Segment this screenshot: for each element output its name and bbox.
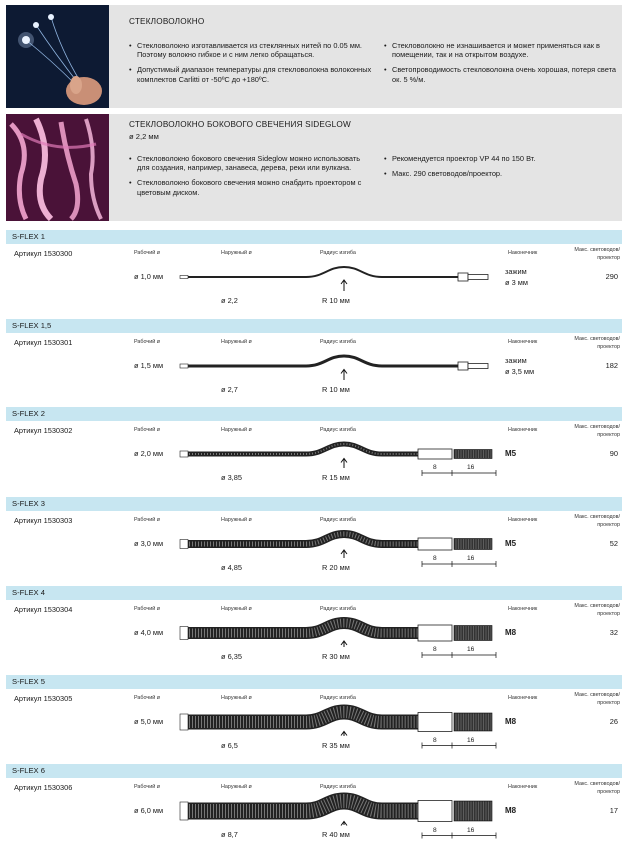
- inner-diameter-value: ø 3,0 мм: [134, 539, 164, 548]
- radius-arrow: [341, 370, 347, 381]
- product-row: [6, 244, 622, 319]
- bend-radius-header: Радиус изгиба: [320, 517, 356, 523]
- dimension-label-ferrule: 8: [433, 646, 437, 653]
- clamp-body: [458, 362, 468, 370]
- bullet-text: • Рекомендуется проектор VP 44 по 150 Вт.: [384, 154, 620, 163]
- article-number: Артикул 1530305: [14, 694, 73, 703]
- tip-diameter-value: ø 3,5 мм: [505, 367, 535, 376]
- bend-radius-header: Радиус изгиба: [320, 250, 356, 256]
- max-fibers-header: Макс. световодов/ проектор: [574, 247, 620, 261]
- product-row: [6, 778, 622, 853]
- dimension-label-thread: 16: [467, 736, 475, 744]
- clamp-sleeve: [468, 275, 488, 280]
- outer-diameter-value: ø 8,7: [221, 830, 238, 839]
- tip-value: M8: [505, 717, 517, 726]
- max-fibers-header: Макс. световодов/ проектор: [574, 781, 620, 795]
- ferrule: [418, 801, 452, 822]
- dimension-label-thread: 16: [467, 646, 475, 653]
- sideglow-photo: [6, 114, 109, 221]
- product-row: [6, 600, 622, 675]
- radius-arrow: [341, 732, 347, 737]
- bullet-text: • Стекловолокно бокового свечения Sideglow можно использовать для создания, например, занавеса, дерева, реки или вулкана.: [129, 154, 374, 172]
- product-row: [6, 689, 622, 764]
- product-title-bar: S-FLEX 1: [6, 230, 622, 244]
- max-fibers-value: 90: [609, 449, 618, 458]
- outer-diameter-value: ø 3,85: [221, 473, 242, 482]
- inner-diameter-header: Рабочий ø: [134, 784, 161, 790]
- bend-radius-header: Радиус изгиба: [320, 339, 356, 345]
- intro-col-right: [384, 154, 620, 184]
- bullet-text: • Стекловолокно не изнашивается и может применяться как в помещении, так и на открытом воздухе.: [384, 41, 620, 59]
- inner-diameter-value: ø 6,0 мм: [134, 806, 164, 815]
- dimension-label-thread: 16: [467, 464, 475, 471]
- product-title-bar: S-FLEX 6: [6, 764, 622, 778]
- dimension-label-thread: 16: [467, 826, 475, 834]
- bend-radius-value: R 20 мм: [322, 563, 350, 572]
- tip-value: M5: [505, 449, 517, 458]
- dimension-label-thread: 16: [467, 555, 475, 562]
- inner-diameter-header: Рабочий ø: [134, 427, 161, 433]
- bend-radius-header: Радиус изгиба: [320, 695, 356, 701]
- tip-diameter-value: ø 3 мм: [505, 278, 528, 287]
- inner-diameter-value: ø 2,0 мм: [134, 449, 164, 458]
- inner-diameter-value: ø 1,0 мм: [134, 272, 164, 281]
- outer-diameter-value: ø 4,85: [221, 563, 242, 572]
- fiber-optic-photo: [6, 5, 109, 108]
- radius-arrow: [341, 641, 347, 647]
- bullet-text: • Стекловолокно бокового свечения можно снабдить проектором с цветовым диском.: [129, 178, 374, 196]
- article-number: Артикул 1530304: [14, 605, 73, 614]
- radius-arrow: [341, 459, 347, 469]
- bullet-text: • Допустимый диапазон температуры для стекловолокна волоконных комплектов Carlitti от -50ºC до +180ºC.: [129, 65, 374, 83]
- tip-header: Наконечник: [508, 250, 538, 256]
- intro-col-right: [384, 41, 620, 90]
- tip-header: Наконечник: [508, 517, 538, 523]
- bullet-text: • Макс. 290 световодов/проектор.: [384, 169, 620, 178]
- section-title: СТЕКЛОВОЛОКНО БОКОВОГО СВЕЧЕНИЯ SIDEGLOW: [129, 120, 351, 129]
- inner-diameter-value: ø 4,0 мм: [134, 628, 164, 637]
- outer-diameter-value: ø 6,35: [221, 652, 242, 661]
- outer-diameter-header: Наружный ø: [221, 517, 252, 523]
- tip-header: Наконечник: [508, 339, 538, 345]
- bend-radius-value: R 35 мм: [322, 741, 350, 750]
- max-fibers-header: Макс. световодов/ проектор: [574, 424, 620, 438]
- cable-line: [180, 623, 418, 633]
- outer-diameter-header: Наружный ø: [221, 606, 252, 612]
- section-subtitle: ø 2,2 мм: [129, 132, 159, 141]
- tip-value: M5: [505, 539, 517, 548]
- tip-value: зажим: [505, 267, 527, 276]
- bend-radius-value: R 40 мм: [322, 830, 350, 839]
- tip-value: зажим: [505, 356, 527, 365]
- inner-diameter-header: Рабочий ø: [134, 606, 161, 612]
- product-title-bar: S-FLEX 2: [6, 407, 622, 421]
- inner-diameter-header: Рабочий ø: [134, 517, 161, 523]
- threaded-tip: [454, 801, 492, 821]
- tip-value: M8: [505, 628, 517, 637]
- threaded-tip: [454, 450, 492, 459]
- inner-diameter-header: Рабочий ø: [134, 250, 161, 256]
- fiber-end: [180, 540, 188, 549]
- product-title-bar: S-FLEX 1,5: [6, 319, 622, 333]
- ferrule: [418, 538, 452, 550]
- radius-arrow: [341, 822, 347, 826]
- article-number: Артикул 1530300: [14, 249, 73, 258]
- bend-radius-value: R 15 мм: [322, 473, 350, 482]
- outer-diameter-value: ø 2,2: [221, 296, 238, 305]
- product-row: [6, 511, 622, 586]
- max-fibers-header: Макс. световодов/ проектор: [574, 692, 620, 706]
- product-title-bar: S-FLEX 4: [6, 586, 622, 600]
- outer-diameter-header: Наружный ø: [221, 250, 252, 256]
- tip-header: Наконечник: [508, 606, 538, 612]
- bend-radius-header: Радиус изгиба: [320, 427, 356, 433]
- intro-sideglow: [6, 114, 622, 221]
- bullet-text: • Светопроводимость стекловолокна очень хорошая, потеря света ок. 5 %/м.: [384, 65, 620, 83]
- max-fibers-value: 17: [609, 806, 618, 815]
- outer-diameter-value: ø 6,5: [221, 741, 238, 750]
- product-row: [6, 421, 622, 496]
- max-fibers-value: 52: [609, 539, 618, 548]
- threaded-tip: [454, 713, 492, 731]
- bend-radius-header: Радиус изгиба: [320, 606, 356, 612]
- article-number: Артикул 1530301: [14, 338, 73, 347]
- radius-arrow: [341, 280, 347, 291]
- cable-line: [180, 267, 458, 277]
- tip-header: Наконечник: [508, 695, 538, 701]
- inner-diameter-header: Рабочий ø: [134, 695, 161, 701]
- fiber-end: [180, 276, 188, 279]
- product-title-bar: S-FLEX 3: [6, 497, 622, 511]
- ferrule: [418, 625, 452, 641]
- cable-line: [180, 712, 418, 722]
- max-fibers-value: 290: [605, 272, 618, 281]
- dimension-label-ferrule: 8: [433, 736, 437, 744]
- product-row: [6, 333, 622, 408]
- max-fibers-value: 182: [605, 361, 618, 370]
- intro-col-left: [129, 154, 374, 203]
- ferrule: [418, 449, 452, 459]
- max-fibers-header: Макс. световодов/ проектор: [574, 514, 620, 528]
- max-fibers-header: Макс. световодов/ проектор: [574, 336, 620, 350]
- outer-diameter-header: Наружный ø: [221, 427, 252, 433]
- cable-line: [180, 444, 418, 454]
- bend-radius-value: R 10 мм: [322, 296, 350, 305]
- product-title-bar: S-FLEX 5: [6, 675, 622, 689]
- dimension-label-ferrule: 8: [433, 826, 437, 834]
- section-title: СТЕКЛОВОЛОКНО: [129, 17, 205, 26]
- fiber-end: [180, 451, 188, 457]
- article-number: Артикул 1530303: [14, 516, 73, 525]
- inner-diameter-value: ø 5,0 мм: [134, 717, 164, 726]
- ferrule: [418, 713, 452, 732]
- threaded-tip: [454, 626, 492, 641]
- tip-value: M8: [505, 806, 517, 815]
- max-fibers-header: Макс. световодов/ проектор: [574, 603, 620, 617]
- article-number: Артикул 1530306: [14, 783, 73, 792]
- max-fibers-value: 32: [609, 628, 618, 637]
- bend-radius-header: Радиус изгиба: [320, 784, 356, 790]
- dimension-label-ferrule: 8: [433, 464, 437, 471]
- inner-diameter-header: Рабочий ø: [134, 339, 161, 345]
- cable-line: [180, 534, 418, 544]
- fiber-end: [180, 802, 188, 820]
- cable-line: [180, 801, 418, 811]
- intro-fiber: [6, 5, 622, 108]
- fiber-end: [180, 364, 188, 368]
- fiber-end: [180, 714, 188, 730]
- outer-diameter-value: ø 2,7: [221, 385, 238, 394]
- bend-radius-value: R 10 мм: [322, 385, 350, 394]
- dimension-label-ferrule: 8: [433, 555, 437, 562]
- fiber-end: [180, 627, 188, 640]
- article-number: Артикул 1530302: [14, 426, 73, 435]
- bend-radius-value: R 30 мм: [322, 652, 350, 661]
- bullet-text: • Стекловолокно изготавливается из стеклянных нитей по 0.05 мм. Поэтому волокно гибкое и с ним легко обращаться.: [129, 41, 374, 59]
- inner-diameter-value: ø 1,5 мм: [134, 361, 164, 370]
- clamp-sleeve: [468, 364, 488, 369]
- tip-header: Наконечник: [508, 784, 538, 790]
- threaded-tip: [454, 539, 492, 550]
- outer-diameter-header: Наружный ø: [221, 695, 252, 701]
- outer-diameter-header: Наружный ø: [221, 339, 252, 345]
- tip-header: Наконечник: [508, 427, 538, 433]
- cable-line: [180, 356, 458, 366]
- clamp-body: [458, 273, 468, 281]
- radius-arrow: [341, 550, 347, 558]
- max-fibers-value: 26: [609, 717, 618, 726]
- intro-col-left: [129, 41, 374, 90]
- outer-diameter-header: Наружный ø: [221, 784, 252, 790]
